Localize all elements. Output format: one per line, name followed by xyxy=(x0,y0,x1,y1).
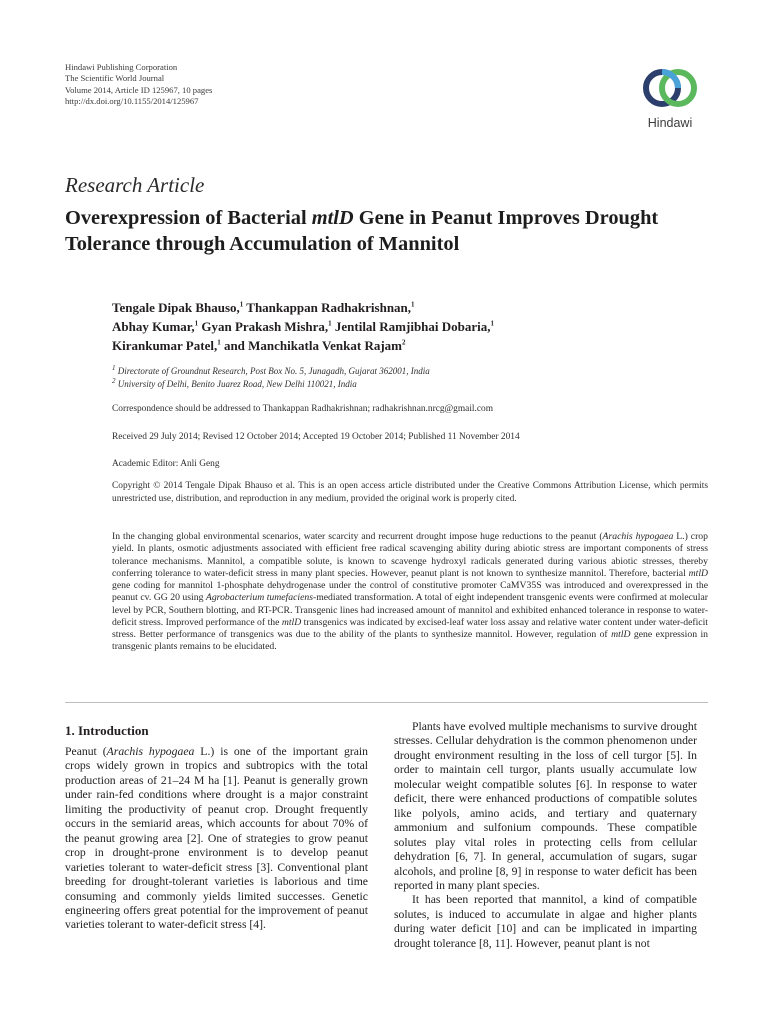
abstract-gene-name: mtlD xyxy=(688,567,708,579)
introduction-left-column xyxy=(65,745,368,933)
author-name: Jentilal Ramjibhai Dobaria, xyxy=(334,319,491,334)
author-affiliation-number: 2 xyxy=(402,338,406,347)
author-affiliation-number: 1 xyxy=(194,319,199,328)
journal-name: The Scientific World Journal xyxy=(65,73,165,84)
copyright-notice: Copyright © 2014 Tengale Dipak Bhauso et al. This is an open access article distributed under the Creative Commons Attribution License, which permits unrestricted use, distribution, and reproduction in any medium, provided the original work is properly cited. xyxy=(112,481,708,504)
affiliation-number: 2 xyxy=(112,377,116,385)
hindawi-logo xyxy=(636,60,704,136)
section-heading-introduction: 1. Introduction xyxy=(65,723,149,738)
author-affiliation-number: 1 xyxy=(217,338,221,347)
species-name: Arachis hypogaea xyxy=(106,745,195,758)
affiliation-item xyxy=(112,365,672,378)
abstract-species-name: Agrobacterium tumefaciens xyxy=(205,592,313,604)
abstract-species-name: Arachis hypogaea xyxy=(602,531,674,542)
author-name: Kirankumar Patel, xyxy=(112,338,218,353)
affiliation-number: 1 xyxy=(112,364,116,372)
affiliation-text: Directorate of Groundnut Research, Post Box No. 5, Junagadh, Gujarat 362001, India xyxy=(117,366,430,376)
abstract-text: -mediated transformation. A total of eight independent transgenic events were confirmed at molecular level by PCR, Southern blotting, and RT-PCR. Transgenic lines had increased amount of mannitol and exhibited enhanced tolerance in response to water-deficit stress. Improved performance of the xyxy=(112,592,708,628)
author-affiliation-number: 1 xyxy=(328,319,332,328)
title-gene: mtlD xyxy=(311,207,354,229)
author-name: Thankappan Radhakrishnan, xyxy=(246,300,412,315)
doi-link[interactable]: http://dx.doi.org/10.1155/2014/125967 xyxy=(65,96,199,107)
abstract-text: transgenics was indicated by excised-leaf water loss assay and relative water content under water-deficit stress. Better performance of transgenics was due to the ability of the plants to synthesize mannitol. However, regulation of xyxy=(112,616,708,640)
paragraph xyxy=(65,745,368,933)
publication-dates: Received 29 July 2014; Revised 12 October 2014; Accepted 19 October 2014; Published 11 November 2014 xyxy=(112,432,520,442)
author-name: Tengale Dipak Bhauso, xyxy=(112,300,240,315)
abstract xyxy=(112,531,708,654)
introduction-right-column xyxy=(394,720,697,951)
abstract-text: gene coding for mannitol 1-phosphate dehydrogenase under the control of constitutive promoter CaMV35S was introduced and overexpressed in the peanut cv. GG 20 using xyxy=(112,580,708,604)
paragraph-text: Peanut ( xyxy=(65,745,107,758)
abstract-divider xyxy=(65,702,708,703)
author-affiliation-number: 1 xyxy=(490,319,495,328)
author-name: Abhay Kumar, xyxy=(112,319,195,334)
author-affiliation-number: 1 xyxy=(411,300,415,309)
author-name: and Manchikatla Venkat Rajam xyxy=(223,338,403,353)
publisher-name: Hindawi Publishing Corporation xyxy=(65,62,178,72)
abstract-text: L.) crop yield. In plants, osmotic adjustments associated with efficient free radical scavenging ability during abiotic stress are important components of stress tolerance mechanisms. Mannitol, a compatible solute, is known to scavenge hydroxyl radicals generated during various abiotic stresses, thereby conferring tolerance to water-deficit stress in many plant species. However, peanut plant is not known to synthesize mannitol. Therefore, bacterial xyxy=(112,531,708,579)
abstract-gene-name: mtlD xyxy=(281,616,302,628)
hindawi-rings-icon xyxy=(636,60,704,116)
journal-metadata xyxy=(65,62,212,108)
volume-info: Volume 2014, Article ID 125967, 10 pages xyxy=(65,84,213,95)
affiliations xyxy=(112,365,672,391)
affiliation-text: University of Delhi, Benito Juarez Road, New Delhi 110021, India xyxy=(117,379,357,389)
paragraph: Plants have evolved multiple mechanisms to survive drought stresses. Cellular dehydration is the common phenomenon under drought environment resulting in the loss of cell turgor [5]. In order to maintain cell turgor, plants usually accumulate low molecular weight compatible solutes [6]. In response to water deficit, there were enhanced productions of compatible solutes like polyols, amino acids, and tertiary and quaternary ammonium and sulfonium compounds. These compatible solutes play vital roles in protecting cells from cellular dehydration [6, 7]. In general, accumulation of sugars, sugar alcohols, and proline [8, 9] in response to water deficit has been reported in many plant species. xyxy=(394,720,697,892)
author-name: Gyan Prakash Mishra, xyxy=(201,319,329,334)
academic-editor: Academic Editor: Anli Geng xyxy=(112,459,220,469)
title-part-2: Gene in Peanut Improves Drought Tolerance through Accumulation of Mannitol xyxy=(65,207,659,255)
title-part-1: Overexpression of Bacterial xyxy=(65,207,312,229)
article-title xyxy=(65,205,705,257)
affiliation-item xyxy=(112,378,672,391)
abstract-text: In the changing global environmental scenarios, water scarcity and recurrent drought impose huge reductions to the peanut ( xyxy=(112,531,603,542)
correspondence: Correspondence should be addressed to Thankappan Radhakrishnan; radhakrishnan.nrcg@gmail.com xyxy=(112,404,494,414)
abstract-gene-name: mtlD xyxy=(611,629,631,640)
hindawi-logo-text: Hindawi xyxy=(647,116,693,130)
article-type: Research Article xyxy=(65,173,205,197)
author-affiliation-number: 1 xyxy=(239,300,244,309)
paragraph-text: L.) is one of the important grain crops widely grown in tropics and subtropics with the total production areas of 21–24 M ha [1]. Peanut is generally grown under rain-fed conditions where drought is a major constraint limiting the productivity of peanut crop. Drought frequently occurs in the semiarid areas, which accounts for about 70% of the peanut growing area [2]. One of strategies to grow peanut crop in drought-prone environment is to develop peanut varieties tolerant to water-deficit stress [3]. Conventional plant breeding for drought-tolerant varieties is laborious and time consuming and commonly yields limited successes. Genetic engineering offers great potential for the improvement of peanut varieties tolerant to water-deficit stress [4]. xyxy=(65,745,368,932)
paragraph: It has been reported that mannitol, a kind of compatible solutes, is induced to accumulate in algae and higher plants during water deficit [10] and can be implicated in imparting drought tolerance [8, 11]. However, peanut plant is not xyxy=(394,893,697,950)
author-list xyxy=(112,298,672,355)
abstract-text: gene expression in transgenic plants remains to be elucidated. xyxy=(112,629,708,653)
